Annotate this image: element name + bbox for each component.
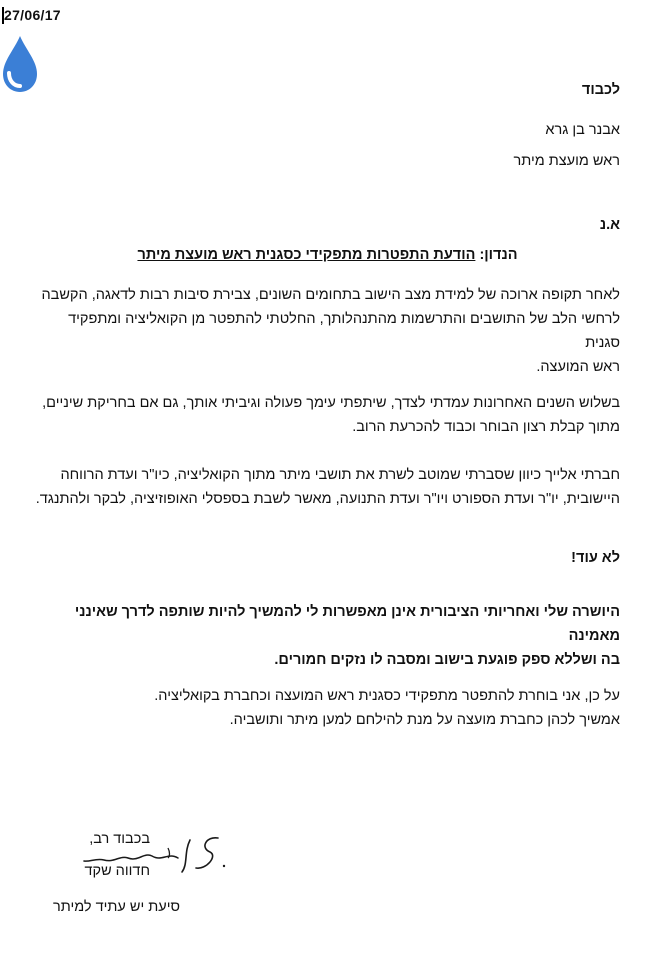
- addressee-name: אבנר בן גרא: [545, 122, 620, 138]
- signature-regards: בכבוד רב,: [89, 831, 150, 847]
- closing-paragraph: [30, 684, 620, 732]
- paragraph-line: חברתי אלייך כיוון שסברתי שמוטב לשרת את תושבי מיתר מתוך הקואליציה, כיו"ר ועדת הרווחה: [60, 467, 620, 483]
- exclamation: לא עוד!: [571, 550, 620, 566]
- signature-role: סיעת יש עתיד למיתר: [52, 899, 180, 915]
- paragraph-line: אמשיך לכהן כחברת מועצה על מנת להילחם למען מיתר ותושביה.: [229, 712, 620, 728]
- paragraph-line: על כן, אני בוחרת להתפטר מתפקידי כסגנית ראש המועצה וכחברת בקואליציה.: [154, 688, 620, 704]
- paragraph-line: ראש המועצה.: [536, 359, 620, 375]
- subject-text: הודעת התפטרות מתפקידי כסגנית ראש מועצת מיתר: [137, 247, 476, 263]
- paragraph-line: היושרה שלי ואחריותי הציבורית אינן מאפשרות לי להמשיך להיות שותפה לדרך שאינני מאמינה: [74, 604, 620, 644]
- paragraph-1: [30, 283, 620, 379]
- paragraph-line: בה ושללא ספק פוגעת בישוב ומסבה לו נזקים חמורים.: [274, 652, 620, 668]
- paragraph-3: [30, 463, 620, 511]
- subject-line: [0, 247, 655, 263]
- paragraph-2: [30, 391, 620, 439]
- greeting: א.נ: [599, 217, 620, 233]
- subject-prefix: הנדון:: [479, 247, 518, 263]
- paragraph-line: מתוך קבלת רצון הבוחר וכבוד להכרעת הרוב.: [352, 419, 620, 435]
- paragraph-line: לאחר תקופה ארוכה של למידת מצב הישוב בתחומים השונים, צבירת סיבות רבות לדאגה, הקשבה: [41, 287, 620, 303]
- bold-paragraph: [30, 600, 620, 672]
- water-drop-icon: [0, 34, 40, 94]
- paragraph-line: בשלוש השנים האחרונות עמדתי לצדך, שיתפתי עימך פעולה וגיביתי אותך, גם אם בחריקת שיניים,: [42, 395, 620, 411]
- paragraph-line: היישובית, יו"ר ועדת הספורט ויו"ר ועדת התנועה, מאשר לשבת בספסלי האופוזיציה, לבקר ולהתנגד.: [35, 491, 620, 507]
- addressee-title: ראש מועצת מיתר: [513, 153, 620, 169]
- paragraph-line: לרחשי הלב של התושבים והתרשמות מהתנהלותך, החלטתי להתפטר מן הקואליציה ומתפקיד סגנית: [68, 311, 620, 351]
- addressee-salutation: לכבוד: [581, 82, 620, 98]
- letter-date: 27/06/17: [4, 7, 61, 23]
- signature-name: חדווה שקד: [84, 863, 150, 879]
